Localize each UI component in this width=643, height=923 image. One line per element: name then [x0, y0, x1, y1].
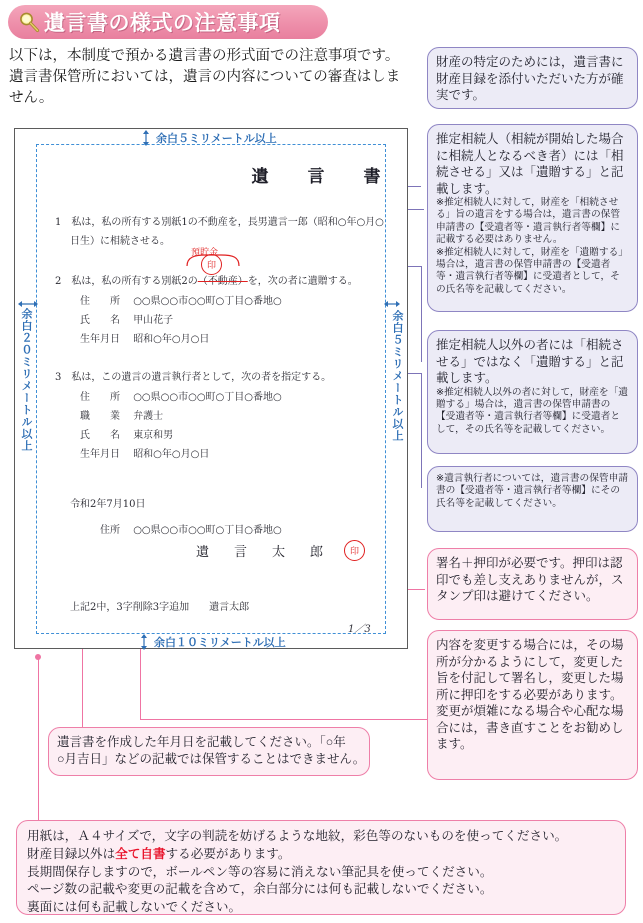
arrow-leftright-icon — [384, 299, 400, 309]
signature-address-row — [100, 521, 282, 536]
bottom-note-line-1: 用紙は，Ａ４サイズで，文字の判読を妨げるような地紋，彩色等のないものを使ってください。 — [27, 829, 568, 843]
callout-non-heir-note-1: ※推定相続人以外の者に対して，財産を「遺贈する」場合は，遺言書の保管申請書の【受遺者等・遺言執行者等欄】に受遺者として，その氏名等を記載してください。 — [436, 386, 628, 435]
leader-line-amendnote-h — [140, 719, 430, 720]
clause-3-address-row — [80, 388, 282, 403]
callout-date-rule-line-2: ○月吉日」などの記載では保管することはできません。 — [57, 751, 366, 766]
clause-2-birth-label: 生年月日 — [80, 334, 120, 345]
leader-line-clause3-v — [421, 373, 422, 488]
signature-date: 令和2年7月10日 — [70, 499, 146, 510]
margin-guide-left — [18, 308, 34, 457]
clause-1-line-2: 日生）に相続させる。 — [70, 236, 170, 247]
intro-line-3: せん。 — [9, 90, 54, 106]
intro-line-2: 遺言書保管所においては，遺言の内容についての審査はしま — [9, 69, 401, 85]
correction-inserted-text: 預貯金 — [191, 248, 219, 258]
clause-2-line-1-b: を，次の者に遺贈する。 — [247, 276, 358, 287]
correction-seal-icon: 印 — [201, 254, 222, 275]
margin-guide-left-arrow — [18, 296, 38, 314]
will-page-number: 1／3 — [348, 624, 371, 635]
clause-3-birth-row — [80, 445, 209, 460]
clause-3-job-value: 弁護士 — [133, 411, 164, 422]
leader-dot-bottom — [35, 654, 41, 660]
callout-presumed-heir-main: 推定相続人（相続が開始した場合に相続人となるべき者）には「相続させる」又は「遺贈する」と記載します。 — [436, 132, 624, 196]
clause-3-name-row — [80, 426, 173, 441]
clause-3-job-label: 職 業 — [80, 411, 120, 422]
callout-property-list-text: 財産の特定のためには，遺言書に財産目録を添付いただいた方が確実です。 — [436, 55, 624, 102]
margin-guide-right-arrow — [384, 296, 400, 314]
signature-seal-icon: 印 — [344, 540, 365, 561]
clause-2-address-label: 住 所 — [80, 296, 120, 307]
callout-non-heir-main: 推定相続人以外の者には「相続させる」ではなく「遺贈する」と記載します。 — [436, 338, 624, 385]
margin-guide-bottom-label: 余白１０ミリメートル以上 — [154, 637, 286, 649]
clause-1-line-1: 1 私は，私の所有する別紙1の不動産を，長男遺言一郎（昭和○年○月○ — [55, 217, 384, 228]
amendment-note-text: 上記2中，3字削除3字追加 遺言太郎 — [70, 602, 250, 613]
bottom-note-emphasis: 全て自書 — [115, 846, 166, 861]
bottom-note-line-2 — [27, 846, 615, 864]
clause-3-name-value: 東京和男 — [133, 430, 174, 441]
bottom-note-line-3: 長期間保存しますので，ボールペン等の容易に消えない筆記具を使ってください。 — [27, 864, 493, 879]
will-document-heading: 遺 言 書 — [251, 167, 392, 187]
callout-executor-note-1: ※遺言執行者については，遺言書の保管申請書の【受遺者等・遺言執行者等欄】にその氏名等を記載してください。 — [436, 473, 628, 509]
clause-2-address-row — [80, 292, 282, 307]
callout-amendment — [427, 630, 638, 780]
margin-guide-top-label: 余白５ミリメートル以上 — [156, 133, 277, 145]
arrow-leftright-icon — [18, 299, 38, 309]
arrow-updown-icon — [138, 634, 150, 650]
clause-2-birth-row — [80, 330, 209, 345]
signature-name: 遺 言 太 郎 — [196, 545, 330, 560]
callout-presumed-heir-note-2: ※推定相続人に対して，財産を「遺贈する」場合は，遺言書の保管申請書の【受遺者等・遺言執行者等欄】に受遺者として，その氏名等を記載してください。 — [436, 246, 628, 295]
page-header-banner — [8, 5, 328, 39]
callout-presumed-heir — [427, 124, 638, 312]
clause-3-job-row — [80, 407, 163, 422]
clause-3-address-label: 住 所 — [80, 392, 120, 403]
callout-date-rule-line-1: 遺言書を作成した年月日を記載してください。「○年 — [57, 735, 346, 749]
clause-2-name-row — [80, 311, 173, 326]
clause-2-line-1-a: 2 私は，私の所有する別紙2の — [55, 276, 198, 287]
clause-3-address-value: ○○県○○市○○町○丁目○番地○ — [133, 392, 282, 403]
callout-presumed-heir-note-1: ※推定相続人に対して，財産を「相続させる」旨の遺言をする場合は，遺言書の保管申請書の【受遺者等・遺言執行者等欄】に記載する必要はありません。 — [436, 197, 621, 246]
bottom-note-line-4: ページ数の記載や変更の記載を含めて，余白部分には何も記載しないでください。 — [27, 882, 493, 897]
intro-line-1: 以下は，本制度で預かる遺言書の形式面での注意事項です。 — [9, 48, 400, 64]
bottom-note-line-2-b: する必要があります。 — [165, 846, 291, 861]
callout-signature-seal-text: 署名＋押印が必要です。押印は認印でも差し支えありませんが，スタンプ印は避けてください。 — [436, 556, 624, 603]
bottom-note-line-5: 裏面には何も記載しないでください。 — [27, 900, 242, 915]
intro-paragraph — [9, 46, 419, 109]
callout-amendment-text: 内容を変更する場合には，その場所が分かるようにして，変更した旨を付記して署名し，変更した場所に押印をする必要があります。変更が煩雑になる場合や心配な場合には，書き直すことをお勧めします。 — [436, 638, 624, 751]
clause-2-struck-text: （不動産） — [197, 276, 248, 287]
clause-3-birth-label: 生年月日 — [80, 449, 120, 460]
clause-3-name-label: 氏 名 — [80, 430, 120, 441]
clause-2-address-value: ○○県○○市○○町○丁目○番地○ — [133, 296, 282, 307]
callout-date-rule — [48, 727, 370, 776]
bottom-note-line-2-a: 財産目録以外は — [27, 846, 116, 861]
leader-line-bottom-v — [38, 657, 39, 820]
margin-guide-left-label: 余白２０ミリメートル以上 — [20, 308, 32, 452]
margin-guide-right-label: 余白５ミリメートル以上 — [391, 310, 403, 442]
signature-address-label: 住所 — [100, 525, 120, 536]
page-title: 遺言書の様式の注意事項 — [44, 12, 281, 35]
clause-3-birth-value: 昭和○年○月○日 — [133, 449, 210, 460]
signature-address-value: ○○県○○市○○町○丁目○番地○ — [133, 525, 282, 536]
clause-2-name-label: 氏 名 — [80, 315, 120, 326]
clause-2-name-value: 甲山花子 — [133, 315, 174, 326]
clause-2-birth-value: 昭和○年○月○日 — [133, 334, 210, 345]
leader-line-clause2-v — [421, 266, 422, 362]
clause-3-line-1: 3 私は，この遺言の遺言執行者として，次の者を指定する。 — [55, 372, 332, 383]
callout-non-heir — [427, 330, 638, 454]
magnifier-icon — [16, 9, 42, 35]
margin-guide-bottom — [138, 634, 286, 650]
callout-signature-seal — [427, 548, 638, 620]
callout-executor — [427, 466, 638, 532]
callout-property-list — [427, 47, 638, 109]
margin-guide-right — [389, 310, 405, 447]
bottom-notes-box — [16, 820, 626, 915]
clause-2-line-1 — [55, 272, 358, 287]
